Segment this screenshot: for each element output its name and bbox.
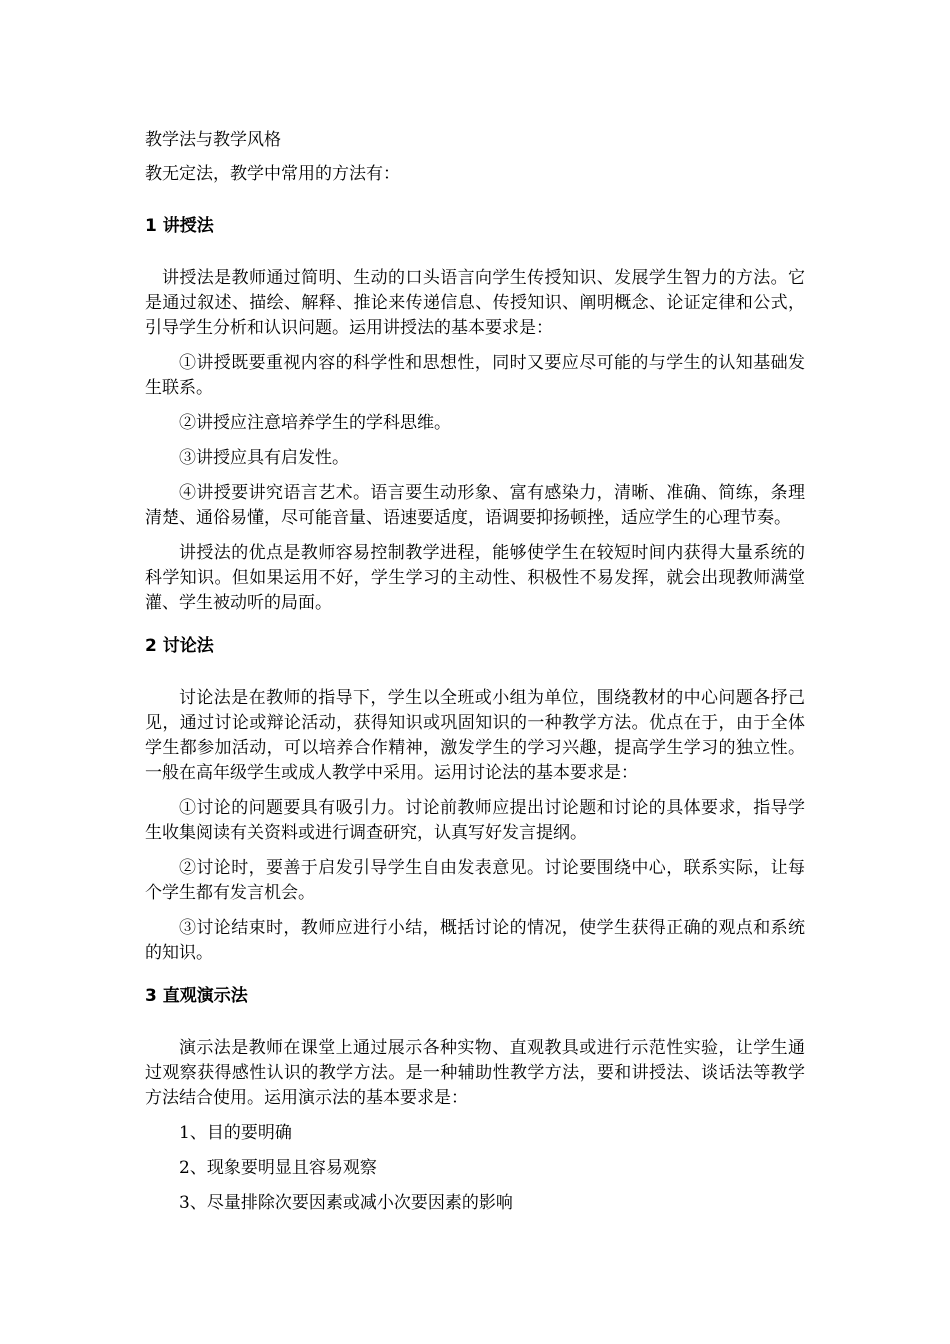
- discussion-requirement-2: ②讨论时，要善于启发引导学生自由发表意见。讨论要围绕中心，联系实际，让每个学生都有发言机会。: [145, 858, 805, 903]
- lecture-requirement-3: ③讲授应具有启发性。: [179, 448, 349, 468]
- lecture-definition-paragraph: 讲授法是教师通过简明、生动的口头语言向学生传授知识、发展学生智力的方法。它是通过叙述、描绘、解释、推论来传递信息、传授知识、阐明概念、论证定律和公式，引导学生分析和认识问题。运用讲授法的基本要求是：: [145, 268, 805, 338]
- lecture-requirement-2: ②讲授应注意培养学生的学科思维。: [179, 413, 451, 433]
- document-title: 教学法与教学风格: [145, 130, 281, 150]
- lecture-requirement-1: ①讲授既要重视内容的科学性和思想性，同时又要应尽可能的与学生的认知基础发生联系。: [145, 353, 805, 398]
- document-intro: 教无定法，教学中常用的方法有：: [145, 164, 400, 184]
- demonstration-requirement-1: 1、目的要明确: [179, 1123, 292, 1143]
- lecture-advantages-paragraph: 讲授法的优点是教师容易控制教学进程，能够使学生在较短时间内获得大量系统的科学知识。但如果运用不好，学生学习的主动性、积极性不易发挥，就会出现教师满堂灌、学生被动听的局面。: [145, 543, 805, 613]
- discussion-requirement-3: ③讨论结束时，教师应进行小结，概括讨论的情况，使学生获得正确的观点和系统的知识。: [145, 918, 805, 963]
- discussion-requirement-1: ①讨论的问题要具有吸引力。讨论前教师应提出讨论题和讨论的具体要求，指导学生收集阅读有关资料或进行调查研究，认真写好发言提纲。: [145, 798, 805, 843]
- demonstration-requirement-3: 3、尽量排除次要因素或减小次要因素的影响: [179, 1193, 513, 1213]
- document-body: [145, 128, 805, 1226]
- demonstration-definition-paragraph: 演示法是教师在课堂上通过展示各种实物、直观教具或进行示范性实验，让学生通过观察获得感性认识的教学方法。是一种辅助性教学方法，要和讲授法、谈话法等教学方法结合使用。运用演示法的基本要求是：: [145, 1038, 805, 1108]
- section-heading-discussion: 2 讨论法: [145, 636, 214, 656]
- demonstration-requirement-2: 2、现象要明显且容易观察: [179, 1158, 377, 1178]
- section-heading-lecture: 1 讲授法: [145, 216, 214, 236]
- section-heading-demonstration: 3 直观演示法: [145, 986, 248, 1006]
- discussion-definition-paragraph: 讨论法是在教师的指导下，学生以全班或小组为单位，围绕教材的中心问题各抒己见，通过讨论或辩论活动，获得知识或巩固知识的一种教学方法。优点在于，由于全体学生都参加活动，可以培养合作精神，激发学生的学习兴趣，提高学生学习的独立性。一般在高年级学生或成人教学中采用。运用讨论法的基本要求是：: [145, 688, 805, 783]
- lecture-requirement-4: ④讲授要讲究语言艺术。语言要生动形象、富有感染力，清晰、准确、简练，条理清楚、通俗易懂，尽可能音量、语速要适度，语调要抑扬顿挫，适应学生的心理节奏。: [145, 483, 805, 528]
